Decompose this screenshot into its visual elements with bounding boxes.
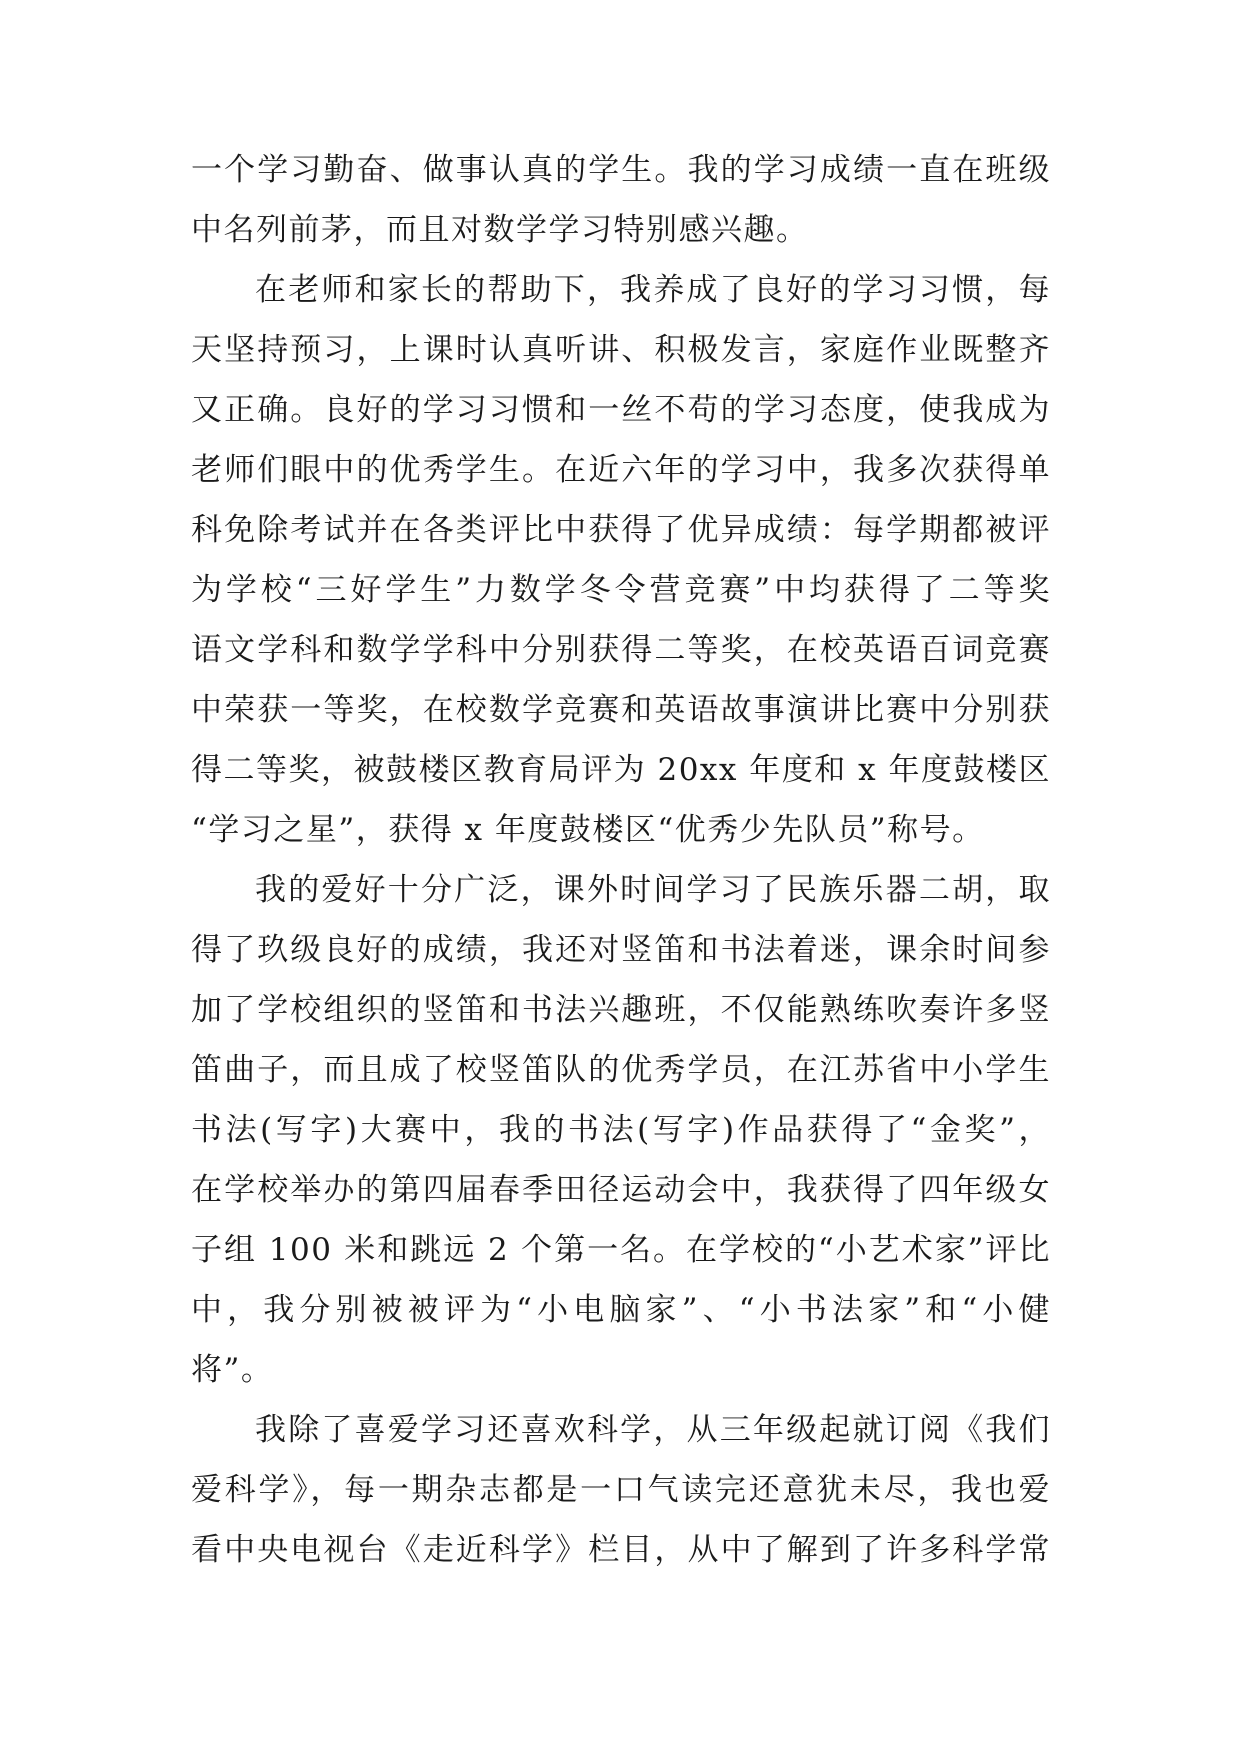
text-line: 加了学校组织的竖笛和书法兴趣班，不仅能熟练吹奏许多竖 xyxy=(191,992,1051,1028)
text-line: 在老师和家长的帮助下，我养成了良好的学习习惯，每 xyxy=(255,272,1051,308)
text-line: 语文学科和数学学科中分别获得二等奖，在校英语百词竞赛 xyxy=(191,632,1051,668)
text-line: 笛曲子，而且成了校竖笛队的优秀学员，在江苏省中小学生 xyxy=(191,1052,1051,1088)
document-body xyxy=(191,140,1051,1580)
text-line: 我除了喜爱学习还喜欢科学，从三年级起就订阅《我们 xyxy=(255,1412,1051,1448)
text-line: 中荣获一等奖，在校数学竞赛和英语故事演讲比赛中分别获 xyxy=(191,692,1051,728)
text-line: 在学校举办的第四届春季田径运动会中，我获得了四年级女 xyxy=(191,1172,1051,1208)
text-line: 书法(写字)大赛中，我的书法(写字)作品获得了“金奖”， xyxy=(191,1112,1051,1148)
text-line: 中名列前茅，而且对数学学习特别感兴趣。 xyxy=(191,212,809,248)
text-line: 子组 100 米和跳远 2 个第一名。在学校的“小艺术家”评比 xyxy=(191,1232,1051,1268)
text-line: 老师们眼中的优秀学生。在近六年的学习中，我多次获得单 xyxy=(191,452,1051,488)
text-line: 将”。 xyxy=(191,1352,274,1388)
text-line: 得了玖级良好的成绩，我还对竖笛和书法着迷，课余时间参 xyxy=(191,932,1051,968)
text-line: 一个学习勤奋、做事认真的学生。我的学习成绩一直在班级 xyxy=(191,152,1051,188)
text-line: 得二等奖，被鼓楼区教育局评为 20xx 年度和 x 年度鼓楼区 xyxy=(191,752,1051,788)
text-line: 中，我分别被被评为“小电脑家”、“小书法家”和“小健 xyxy=(191,1292,1051,1328)
text-line: 又正确。良好的学习习惯和一丝不苟的学习态度，使我成为 xyxy=(191,392,1051,428)
text-line: 科免除考试并在各类评比中获得了优异成绩：每学期都被评 xyxy=(191,512,1051,548)
text-line: “学习之星”，获得 x 年度鼓楼区“优秀少先队员”称号。 xyxy=(191,812,985,848)
text-line: 爱科学》，每一期杂志都是一口气读完还意犹未尽，我也爱 xyxy=(191,1472,1051,1508)
text-line: 天坚持预习，上课时认真听讲、积极发言，家庭作业既整齐 xyxy=(191,332,1051,368)
text-line: 我的爱好十分广泛，课外时间学习了民族乐器二胡，取 xyxy=(255,872,1051,908)
text-line: 为学校“三好学生”力数学冬令营竞赛”中均获得了二等奖 xyxy=(191,572,1051,608)
text-line: 看中央电视台《走近科学》栏目，从中了解到了许多科学常 xyxy=(191,1532,1051,1568)
